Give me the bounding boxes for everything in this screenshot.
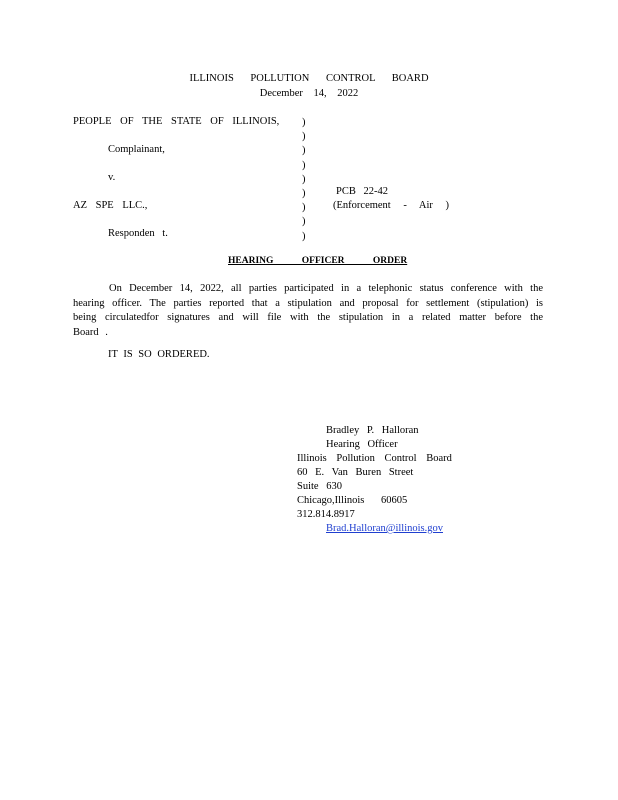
- signature-street: 60 E. Van Buren Street: [297, 467, 414, 478]
- board-name: ILLINOIS POLLUTION CONTROL BOARD: [189, 73, 429, 84]
- case-number: PCB 22-42: [336, 186, 388, 197]
- signature-suite: Suite 630: [297, 481, 342, 492]
- complainant-label: Complainant,: [108, 144, 165, 155]
- case-type: (Enforcement - Air ): [333, 200, 450, 211]
- body-paragraph-1: On December 14, 2022, all parties participated in a telephonic status conference with the hearing officer. The parties reported that a stipulation and proposal for settlement (stipulation) is being circulatedfor signatures and will file with the stipulation in a related matter before the Board .: [73, 283, 543, 338]
- paren: ): [302, 131, 306, 143]
- paren: ): [302, 145, 306, 157]
- signature-phone: 312.814.8917: [297, 509, 355, 520]
- plaintiff-name: PEOPLE OF THE STATE OF ILLINOIS,: [73, 116, 280, 127]
- defendant-name: AZ SPE LLC.,: [73, 200, 148, 211]
- respondent-label: Responden t.: [108, 228, 168, 239]
- paren: ): [302, 230, 306, 242]
- paren: ): [302, 159, 306, 171]
- paren: ): [302, 173, 306, 185]
- signature-role: Hearing Officer: [326, 439, 398, 450]
- document-title: HEARING OFFICER ORDER: [228, 256, 408, 266]
- paren: ): [302, 117, 306, 128]
- order-date: December 14, 2022: [259, 88, 359, 99]
- caption-parentheses: [302, 116, 306, 244]
- signature-name: Bradley P. Halloran: [326, 425, 419, 436]
- paren: ): [302, 216, 306, 228]
- versus-label: v.: [108, 172, 116, 183]
- signature-org: Illinois Pollution Control Board: [297, 453, 452, 464]
- paren: ): [302, 188, 306, 200]
- paren: ): [302, 202, 306, 214]
- body-paragraph-2: IT IS SO ORDERED.: [108, 349, 210, 360]
- signature-city: Chicago,Illinois 60605: [297, 495, 408, 506]
- signature-email-link[interactable]: Brad.Halloran@illinois.gov: [326, 523, 443, 534]
